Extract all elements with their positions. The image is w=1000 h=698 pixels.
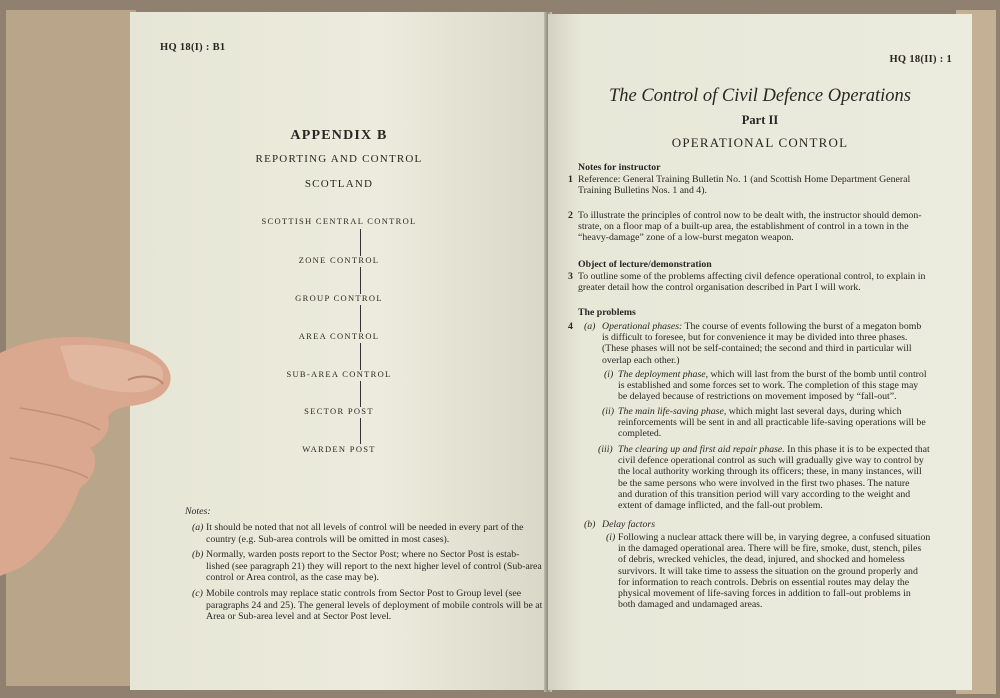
paragraph-number: 1 — [568, 174, 573, 185]
note-item — [192, 588, 542, 623]
text-line: be delayed because of restrictions on movement imposed by “fall-out”. — [618, 391, 897, 403]
chain-connector — [360, 418, 361, 444]
note-label: (a) — [192, 522, 204, 533]
chain-level: SCOTTISH CENTRAL CONTROL — [261, 216, 417, 226]
text-line: strate, on a floor map of a built-up area, the establishment of control in a town in the — [578, 221, 909, 233]
notes-heading: Notes for instructor — [578, 162, 661, 173]
text-line: civil defence operational control as such will gradually give way to control by — [618, 455, 924, 467]
delay-factors-item — [618, 532, 930, 610]
text-line: (These phases will not be self-contained; the second and third in particular will — [602, 343, 912, 355]
text-line: which will last from the burst of the bomb until control — [708, 369, 927, 380]
subparagraph-label: (a) — [584, 321, 596, 332]
object-heading: Object of lecture/demonstration — [578, 259, 712, 270]
chain-connector — [360, 305, 361, 332]
text-line: is established and some forces set to work. The completion of this stage may — [618, 380, 919, 392]
problems-heading: The problems — [578, 307, 636, 318]
phase-label: (i) — [604, 369, 614, 380]
text-line: overlap each other.) — [602, 354, 680, 366]
text-line: To illustrate the principles of control now to be dealt with, the instructor should demon- — [578, 210, 922, 221]
appendix-title: APPENDIX B — [290, 128, 388, 143]
note-line: paragraphs 24 and 25). The general levels of deployment of mobile controls will be at — [206, 599, 543, 611]
region-label: SCOTLAND — [304, 178, 374, 190]
paragraph-number: 4 — [568, 321, 573, 332]
text-line: both damaged and undamaged areas. — [618, 599, 763, 611]
subparagraph-label: (b) — [584, 519, 596, 530]
note-line: lished (see paragraph 21) they will report to the next higher level of control (Sub-area — [206, 560, 542, 572]
text-line: To outline some of the problems affecting civil defence operational control, to explain in — [578, 271, 926, 282]
paragraph-4a — [602, 321, 921, 366]
chain-connector — [360, 343, 361, 370]
chain-connector — [360, 381, 361, 407]
phase-label: (iii) — [598, 444, 613, 455]
note-label: (b) — [192, 549, 204, 560]
italic-lead: The deployment phase, — [618, 369, 709, 380]
italic-lead: The clearing up and first aid repair phase. — [618, 444, 785, 455]
text-line: “heavy-damage” zone of a low-burst megaton weapon. — [578, 232, 794, 244]
notes-heading: Notes: — [185, 506, 211, 517]
document-title: The Control of Civil Defence Operations — [609, 86, 911, 106]
paragraph-number: 2 — [568, 210, 573, 221]
chain-connector — [360, 229, 361, 256]
text-line: Reference: General Training Bulletin No. 1 (and Scottish Home Department General — [578, 174, 911, 185]
page-reference: HQ 18(I) : B1 — [160, 42, 226, 53]
note-line: Area or Sub-area level and at Sector Post level. — [206, 611, 392, 622]
phase-label: (ii) — [602, 406, 614, 417]
appendix-subtitle: REPORTING AND CONTROL — [255, 153, 423, 165]
paragraph-number: 3 — [568, 271, 573, 282]
phase-item — [618, 369, 927, 403]
chain-connector — [360, 267, 361, 294]
text-line: of debris, wrecked vehicles, the dead, injured, and shocked and homeless — [618, 554, 905, 566]
paragraph-2 — [578, 210, 922, 244]
text-line: The course of events following the burst of a megaton bomb — [682, 321, 922, 332]
note-line: country (e.g. Sub-area controls will be omitted in most cases). — [206, 533, 450, 545]
phase-item — [618, 444, 930, 511]
text-line: greater detail how the control organisation described in Part I will work. — [578, 282, 861, 294]
text-line: reinforcements will be sent in and all practicable life-saving operations will be — [618, 417, 926, 429]
section-heading: OPERATIONAL CONTROL — [671, 135, 849, 150]
note-line: control or Area control, as the case may be). — [206, 572, 380, 583]
text-line: physical movement of life-saving forces in addition to fall-out problems in — [618, 588, 911, 600]
text-line: survivors. It will take time to assess the situation on the ground properly and — [618, 565, 918, 577]
chain-level: SUB-AREA CONTROL — [286, 369, 392, 379]
page-reference: HQ 18(II) : 1 — [889, 54, 952, 65]
chain-level: GROUP CONTROL — [295, 293, 383, 303]
chain-level: SECTOR POST — [304, 406, 374, 416]
text-line: and duration of this transition period will vary according to the weight and — [618, 488, 911, 500]
subitem-label: (i) — [606, 532, 616, 543]
paragraph-1 — [578, 174, 910, 196]
chain-level: ZONE CONTROL — [298, 255, 380, 265]
text-line: completed. — [618, 428, 662, 440]
phase-item — [618, 406, 926, 440]
note-item — [192, 522, 542, 545]
note-label: (c) — [192, 588, 203, 599]
text-line: Training Bulletins Nos. 1 and 4). — [578, 185, 707, 197]
delay-heading: Delay factors — [602, 519, 656, 530]
left-page — [130, 12, 548, 690]
italic-lead: The main life-saving phase, — [618, 406, 727, 417]
text-line: the local authority working through its officers; these, in many instances, will — [618, 466, 922, 478]
text-line: be the same persons who were involved in the first two phases. The nature — [618, 477, 910, 489]
note-item — [192, 549, 542, 584]
text-line: In this phase it is to be expected that — [784, 444, 930, 455]
text-line: extent of damage inflicted, and the fall-out problem. — [618, 500, 823, 512]
text-line: Following a nuclear attack there will be, in varying degree, a confused situation — [618, 532, 931, 543]
right-page — [548, 14, 972, 690]
italic-lead: Operational phases: — [602, 321, 683, 332]
text-line: in the damaged operational area. There will be fire, smoke, dust, stench, piles — [618, 543, 922, 555]
part-heading: Part II — [741, 113, 779, 127]
hand-illustration — [0, 318, 175, 578]
note-line: Mobile controls may replace static controls from Sector Post to Group level (see — [206, 588, 522, 599]
chain-level: AREA CONTROL — [298, 331, 380, 341]
chain-level: WARDEN POST — [302, 444, 376, 454]
note-line: Normally, warden posts report to the Sector Post; where no Sector Post is estab- — [206, 549, 520, 560]
text-line: is difficult to foresee, but for convenience it may be divided into three phases. — [602, 332, 908, 344]
text-line: for information to reach controls. Debris on essential routes may delay the — [618, 576, 910, 588]
text-line: which might last several days, during which — [726, 406, 902, 417]
note-line: It should be noted that not all levels of control will be needed in every part of the — [206, 522, 524, 533]
paragraph-3 — [578, 271, 925, 293]
